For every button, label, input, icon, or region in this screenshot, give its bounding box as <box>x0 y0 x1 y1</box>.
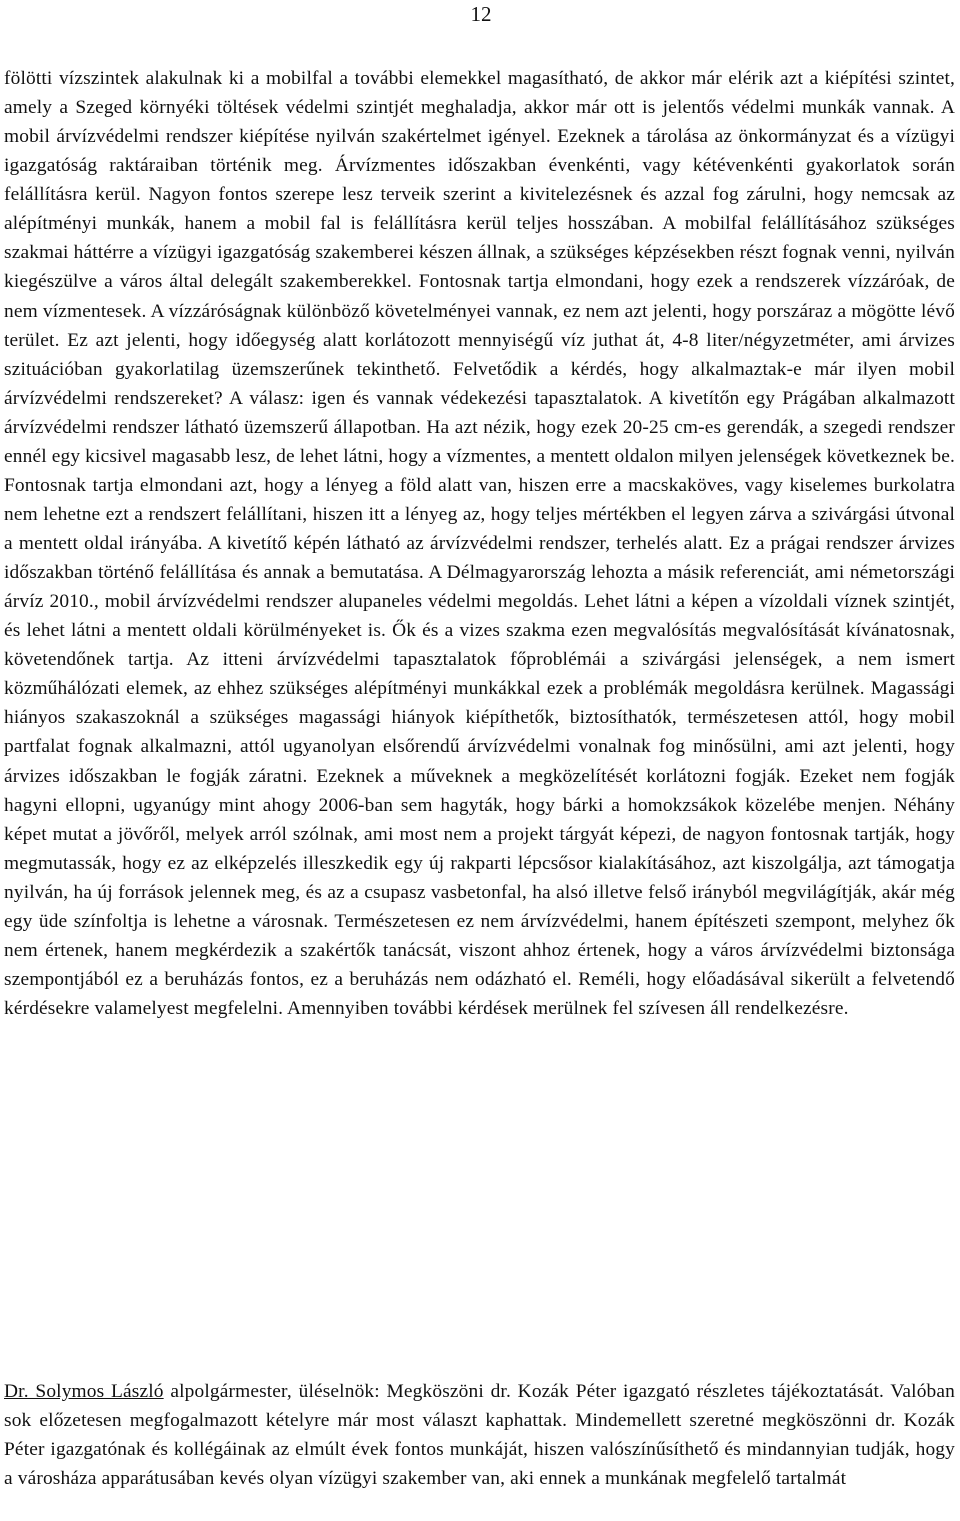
speaker-name: Dr. Solymos László <box>4 1381 164 1402</box>
body-paragraph-presentation: fölötti vízszintek alakulnak ki a mobilfal a további elemekkel magasítható, de akkor már elérik azt a kiépítési szintet, amely a Szeged környéki töltések védelmi szintjét meghaladja, akkor már ott is jelentős védelmi munkák vannak. A mobil árvízvédelmi rendszer kiépítése nyilván szakértelmet igényel. Ezeknek a tárolása az önkormányzat és a vízügyi igazgatóság raktáraiban történik meg. Árvízmentes időszakban évenkénti, vagy kétévenkénti gyakorlatok során felállításra kerül. Nagyon fontos szerepe lesz terveik szerint a kivitelezésnek és azzal fog zárulni, hogy nemcsak az alépítményi munkák, hanem a mobil fal is felállításra kerül teljes hosszában. A mobilfal felállításához szükséges szakmai háttérre a vízügyi igazgatóság szakemberei készen állnak, a szükséges képzésekben részt fognak venni, nyilván kiegészülve a város által delegált szakemberekkel. Fontosnak tartja elmondani, hogy ezek a rendszerek vízzáróak, de nem vízmentesek. A vízzáróságnak különböző követelményei vannak, ez nem azt jelenti, hogy porszáraz a mögötte lévő terület. Ez azt jelenti, hogy időegység alatt korlátozott mennyiségű víz juthat át, 4-8 liter/négyzetméter, ami árvizes szituációban gyakorlatilag üzemszerűnek tekinthető. Felvetődik a kérdés, hogy alkalmaztak-e már ilyen mobil árvízvédelmi rendszereket? A válasz: igen és vannak védekezési tapasztalatok. A kivetítőn egy Prágában alkalmazott árvízvédelmi rendszer látható üzemszerű állapotban. Ha azt nézik, hogy ezek 20-25 cm-es gerendák, a szegedi rendszer ennél egy kicsivel magasabb lesz, de lehet látni, hogy a vízmentes, a mentett oldalon milyen jelenségek következnek be. Fontosnak tartja elmondani azt, hogy a lényeg a föld alatt van, hiszen erre a macskaköves, vagy kiselemes burkolatra nem lehetne ezt a rendszert felállítani, hiszen itt a lényeg az, hogy teljes mértékben el legyen zárva a szivárgási útvonal a mentett oldal irányába. A kivetítő képén látható az árvízvédelmi rendszer, terhelés alatt. Ez a prágai rendszer árvizes időszakban történő felállítása és annak a bemutatása. A Délmagyarország lehozta a másik referenciát, ami németországi árvíz 2010., mobil árvízvédelmi rendszer alupaneles védelmi megoldás. Lehet látni a képen a vízoldali víznek szintjét, és lehet látni a mentett oldali körülményeket is. Ők és a vizes szakma ezen megvalósítás megvalósítását kívánatosnak, követendőnek tartja. Az itteni árvízvédelmi tapasztalatok főproblémái a szivárgási jelenségek, a nem ismert közműhálózati elemek, az ehhez szükséges alépítményi munkákkal ezek a problémák megoldásra kerülnek. Magassági hiányos szakaszoknál a szükséges magassági hiányok kiépíthetők, biztosíthatók, természetesen attól, hogy mobil partfalat fognak alkalmazni, attól ugyanolyan elsőrendű árvízvédelmi vonalnak fog minősülni, ami azt jelenti, hogy árvizes időszakban le fogják záratni. Ezeknek a műveknek a megközelítését korlátozni fogják. Ezeket nem fogják hagyni ellopni, ugyanúgy mint ahogy 2006-ban sem hagyták, hogy bárki a homokzsákok közelébe menjen. Néhány képet mutat a jövőről, melyek arról szólnak, ami most nem a projekt tárgyát képezi, de nagyon fontosnak tartják, hogy megmutassák, hogy ez az elképzelés illeszkedik egy új rakparti lépcsősor kialakításához, azt kiszolgálja, azt támogatja nyilván, ha új források jelennek meg, és az a csupasz vasbetonfal, ha alsó illetve felső irányból megvilágítják, akár még egy üde színfoltja is lehetne a városnak. Természetesen ez nem árvízvédelmi, hanem építészeti szempont, melyhez ők nem értenek, hanem megkérdezik a szakértők tanácsát, viszont ahhoz értenek, hogy a város árvízvédelmi biztonsága szempontjából ez a beruházás fontos, ez a beruházás nem odázható el. Reméli, hogy előadásával sikerült a felvetendő kérdésekre valamelyest megfelelni. Amennyiben további kérdések merülnek fel szívesen áll rendelkezésre. <box>4 68 955 1019</box>
page-number: 12 <box>470 2 492 26</box>
body-paragraph-speaker <box>4 1377 955 1493</box>
speaker-text: alpolgármester, üléselnök: Megköszöni dr. Kozák Péter igazgató részletes tájékoztatását. Valóban sok előzetesen megfogalmazott kételyre már most választ kaphattak. Mindemellett szeretné megköszönni dr. Kozák Péter igazgatónak és kollégáinak az elmúlt évek fontos munkáját, hiszen valószínűsíthető és mindannyian tudják, hogy a városháza apparátusában kevés olyan vízügyi szakember van, aki ennek a munkának megfelelő tartalmát <box>4 1381 955 1490</box>
